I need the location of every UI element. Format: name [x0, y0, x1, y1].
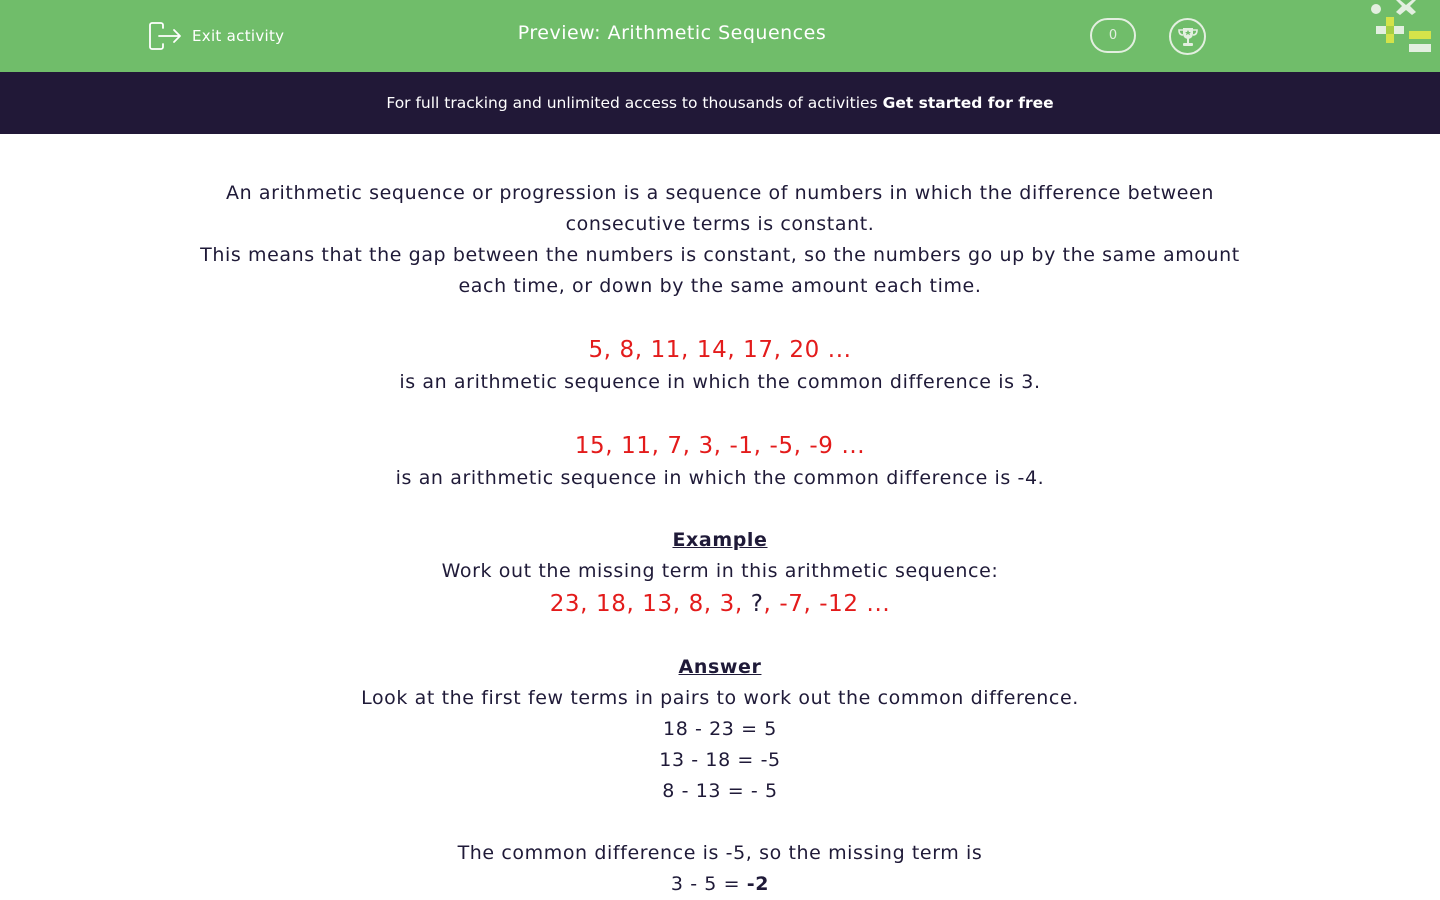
sequence-example-1: 5, 8, 11, 14, 17, 20 ... — [588, 337, 852, 363]
intro-line: consecutive terms is constant. — [565, 213, 875, 235]
final-calc-text: 3 - 5 = — [670, 873, 747, 895]
intro-line: each time, or down by the same amount each time. — [458, 275, 982, 297]
missing-term: ? — [750, 591, 764, 617]
answer-heading: Answer — [678, 656, 762, 678]
top-bar — [0, 0, 1440, 72]
final-answer: -2 — [746, 873, 770, 895]
example-seq-before: 23, 18, 13, 8, 3, — [549, 591, 751, 617]
intro-line: An arithmetic sequence or progression is a sequence of numbers in which the difference between — [226, 182, 1214, 204]
page-title-text: Preview: Arithmetic Sequences — [517, 22, 827, 44]
sequence-description-1: is an arithmetic sequence in which the common difference is 3. — [399, 371, 1041, 393]
answer-text: Look at the first few terms in pairs to work out the common difference. — [361, 687, 1079, 709]
example-heading: Example — [672, 529, 768, 551]
lesson-content — [0, 178, 1440, 900]
calc-line: 13 - 18 = -5 — [659, 749, 781, 771]
banner-text: For full tracking and unlimited access to thousands of activities — [386, 94, 878, 112]
score-badge: 0 — [1090, 18, 1136, 53]
trophy-button[interactable] — [1169, 18, 1206, 55]
logo-icon — [1366, 0, 1440, 56]
intro-line: This means that the gap between the numbers is constant, so the numbers go up by the same amount — [200, 244, 1240, 266]
page-title — [0, 22, 1440, 44]
get-started-link[interactable]: Get started for free — [882, 94, 1054, 112]
final-calc — [0, 869, 1440, 900]
calc-line: 18 - 23 = 5 — [663, 718, 777, 740]
example-text: Work out the missing term in this arithmetic sequence: — [441, 560, 999, 582]
sequence-example-2: 15, 11, 7, 3, -1, -5, -9 ... — [574, 433, 866, 459]
trophy-icon — [1177, 26, 1199, 48]
calc-line: 8 - 13 = - 5 — [662, 780, 778, 802]
example-seq-after: , -7, -12 ... — [763, 591, 891, 617]
sequence-description-2: is an arithmetic sequence in which the common difference is -4. — [395, 467, 1045, 489]
exit-activity-label: Exit activity — [192, 27, 285, 45]
example-sequence — [0, 587, 1440, 621]
signup-banner — [0, 72, 1440, 134]
conclusion-text: The common difference is -5, so the missing term is — [457, 842, 983, 864]
